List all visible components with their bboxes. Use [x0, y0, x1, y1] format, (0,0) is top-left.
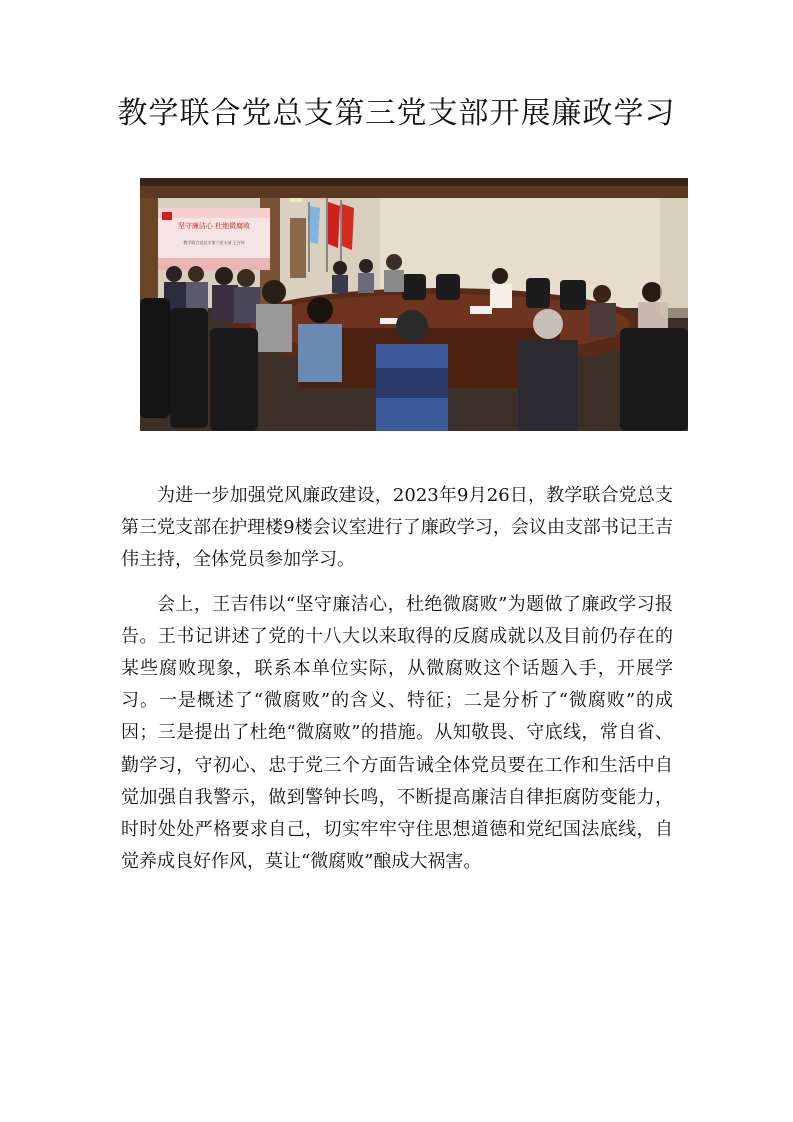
document-title: 教学联合党总支第三党支部开展廉政学习: [117, 96, 676, 131]
article-body: [121, 480, 673, 890]
paragraph: 会上，王吉伟以“坚守廉洁心，杜绝微腐败”为题做了廉政学习报告。王书记讲述了党的十八大以来取得的反腐成就以及目前仍存在的某些腐败现象，联系本单位实际，从微腐败这个话题入手，开展学习。一是概述了“微腐败”的含义、特征；二是分析了“微腐败”的成因；三是提出了杜绝“微腐败”的措施。从知敬畏、守底线，常自省、勤学习，守初心、忠于党三个方面告诫全体党员要在工作和生活中自觉加强自我警示，做到警钟长鸣，不断提高廉洁自律拒腐防变能力，时时处处严格要求自己，切实牢牢守住思想道德和党纪国法底线，自觉养成良好作风，莫让“微腐败”酿成大祸害。: [121, 593, 673, 873]
screen-subtitle-text: 教学联合党总支第三党支部 王吉伟: [183, 240, 245, 245]
paragraph: 为进一步加强党风廉政建设，2023年9月26日，教学联合党总支第三党支部在护理楼9楼会议室进行了廉政学习，会议由支部书记王吉伟主持，全体党员参加学习。: [121, 485, 673, 571]
screen-title-text: 坚守廉洁心 杜绝微腐败: [177, 222, 251, 230]
meeting-photo: [140, 178, 688, 431]
